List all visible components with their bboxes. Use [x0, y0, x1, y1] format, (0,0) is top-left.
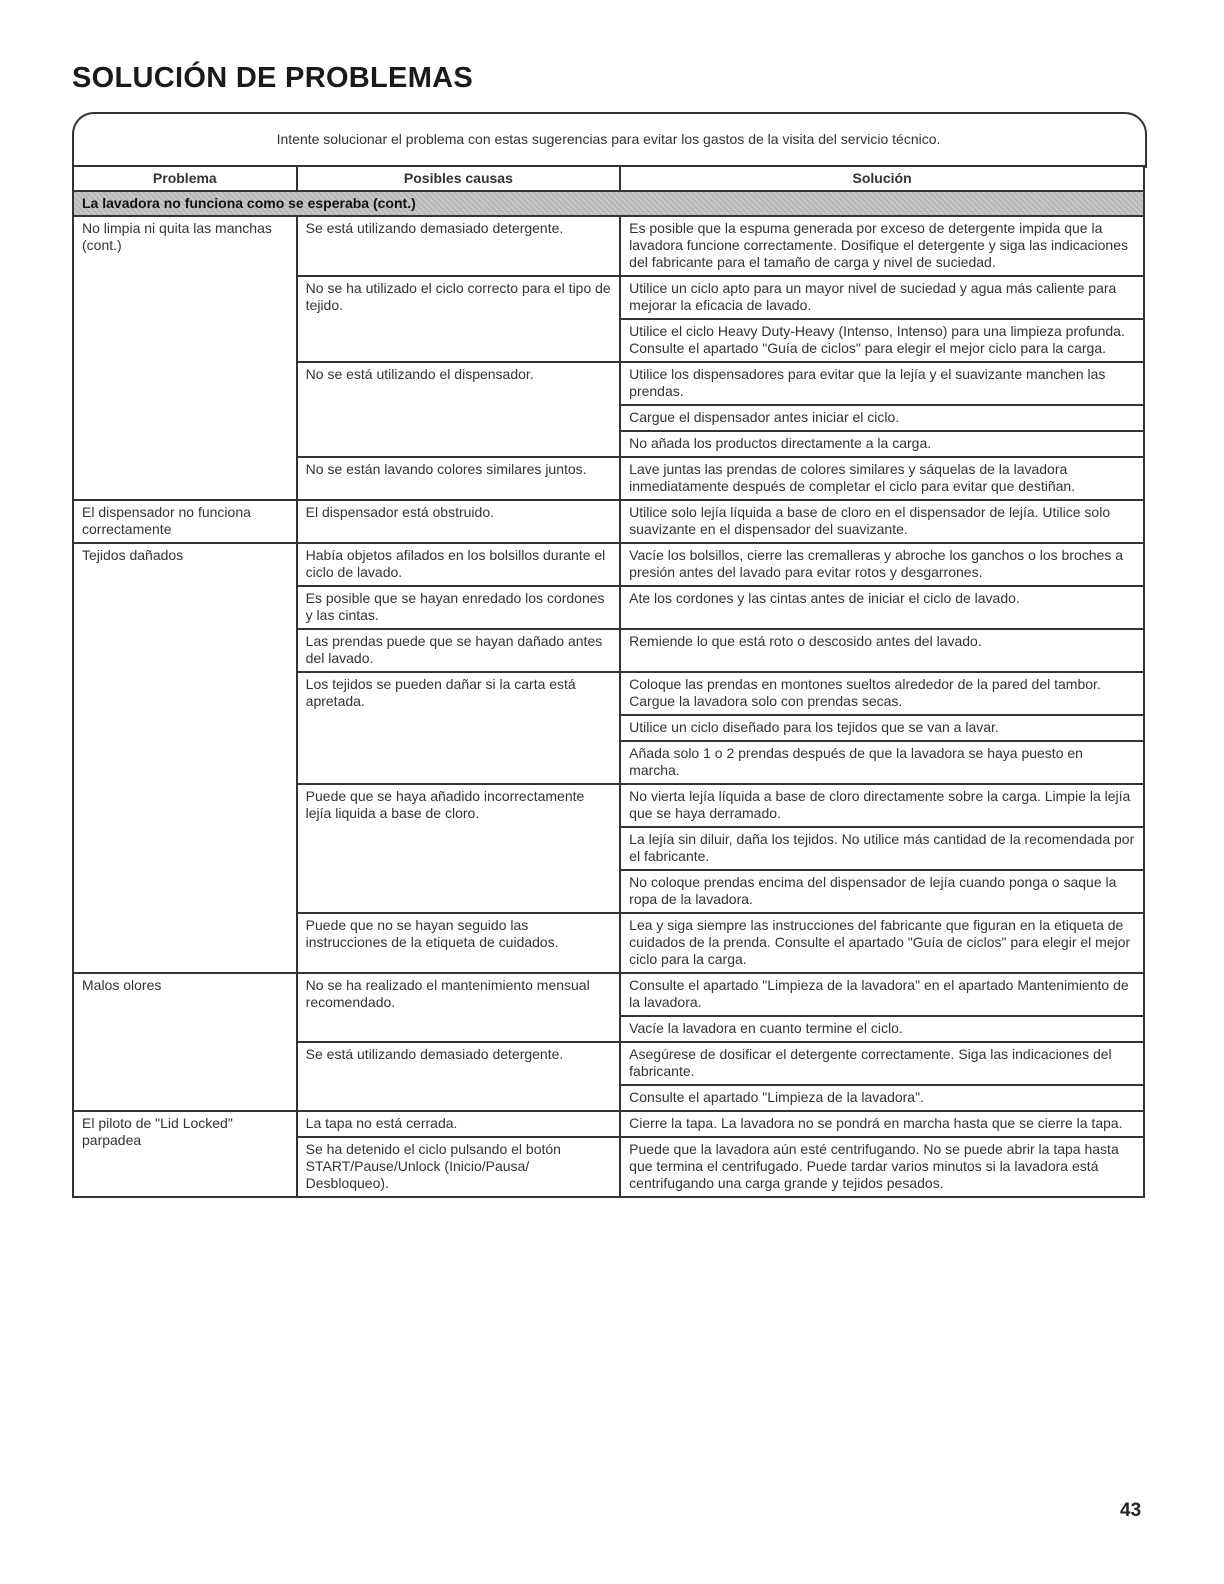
problem-cell: El piloto de "Lid Locked" parpadea — [73, 1111, 297, 1197]
solution-cell: Consulte el apartado "Limpieza de la lavadora" en el apartado Mantenimiento de la lavadora. — [620, 973, 1144, 1016]
header-row — [73, 166, 1144, 191]
cause-cell: No se están lavando colores similares juntos. — [297, 457, 621, 500]
table-row — [73, 543, 1144, 586]
problem-cell: Malos olores — [73, 973, 297, 1111]
solution-cell: Es posible que la espuma generada por exceso de detergente impida que la lavadora funcione correctamente. Dosifique el detergente y siga las indicaciones del fabricante para el tamaño de carga y nivel de suciedad. — [620, 216, 1144, 276]
cause-cell: Puede que se haya añadido incorrectamente lejía liquida a base de cloro. — [297, 784, 621, 913]
page-number: 43 — [1120, 1500, 1142, 1521]
header-problem: Problema — [73, 166, 297, 191]
solution-cell: Vacíe los bolsillos, cierre las cremalleras y abroche los ganchos o los broches a presión antes del lavado para evitar rotos y desgarrones. — [620, 543, 1144, 586]
section-heading: La lavadora no funciona como se esperaba (cont.) — [73, 191, 1144, 216]
solution-cell: No añada los productos directamente a la carga. — [620, 431, 1144, 457]
header-causes: Posibles causas — [297, 166, 621, 191]
solution-cell: Utilice solo lejía líquida a base de cloro en el dispensador de lejía. Utilice solo suavizante en el dispensador del suavizante. — [620, 500, 1144, 543]
solution-cell: Lave juntas las prendas de colores similares y sáquelas de la lavadora inmediatamente después de completar el ciclo para evitar que destiñan. — [620, 457, 1144, 500]
solution-cell: Lea y siga siempre las instrucciones del fabricante que figuran en la etiqueta de cuidados de la prenda. Consulte el apartado "Guía de ciclos" para elegir el mejor ciclo para la carga. — [620, 913, 1144, 973]
problem-cell: Tejidos dañados — [73, 543, 297, 973]
solution-cell: Utilice un ciclo apto para un mayor nivel de suciedad y agua más caliente para mejorar la eficacia de lavado. — [620, 276, 1144, 319]
table-row — [73, 973, 1144, 1016]
solution-cell: No coloque prendas encima del dispensador de lejía cuando ponga o saque la ropa de la lavadora. — [620, 870, 1144, 913]
section-row — [73, 191, 1144, 216]
cause-cell: No se está utilizando el dispensador. — [297, 362, 621, 457]
cause-cell: Las prendas puede que se hayan dañado antes del lavado. — [297, 629, 621, 672]
solution-cell: Utilice un ciclo diseñado para los tejidos que se van a lavar. — [620, 715, 1144, 741]
solution-cell: Coloque las prendas en montones sueltos alrededor de la pared del tambor. Cargue la lavadora solo con prendas secas. — [620, 672, 1144, 715]
solution-cell: Añada solo 1 o 2 prendas después de que la lavadora se haya puesto en marcha. — [620, 741, 1144, 784]
solution-cell: No vierta lejía líquida a base de cloro directamente sobre la carga. Limpie la lejía que se haya derramado. — [620, 784, 1144, 827]
solution-cell: Utilice el ciclo Heavy Duty-Heavy (Intenso, Intenso) para una limpieza profunda. Consulte el apartado "Guía de ciclos" para elegir el mejor ciclo para la carga. — [620, 319, 1144, 362]
cause-cell: Se está utilizando demasiado detergente. — [297, 216, 621, 276]
cause-cell: No se ha utilizado el ciclo correcto para el tipo de tejido. — [297, 276, 621, 362]
problem-cell: No limpia ni quita las manchas (cont.) — [73, 216, 297, 500]
cause-cell: El dispensador está obstruido. — [297, 500, 621, 543]
table-row — [73, 1111, 1144, 1137]
problem-cell: El dispensador no funciona correctamente — [73, 500, 297, 543]
cause-cell: Es posible que se hayan enredado los cordones y las cintas. — [297, 586, 621, 629]
table-row — [73, 216, 1144, 276]
solution-cell: Vacíe la lavadora en cuanto termine el ciclo. — [620, 1016, 1144, 1042]
intro-text: Intente solucionar el problema con estas sugerencias para evitar los gastos de la visita del servicio técnico. — [276, 131, 941, 147]
solution-cell: Cierre la tapa. La lavadora no se pondrá en marcha hasta que se cierre la tapa. — [620, 1111, 1144, 1137]
cause-cell: No se ha realizado el mantenimiento mensual recomendado. — [297, 973, 621, 1042]
cause-cell: La tapa no está cerrada. — [297, 1111, 621, 1137]
cause-cell: Los tejidos se pueden dañar si la carta está apretada. — [297, 672, 621, 784]
table-row — [73, 500, 1144, 543]
header-solution: Solución — [620, 166, 1144, 191]
cause-cell: Había objetos afilados en los bolsillos durante el ciclo de lavado. — [297, 543, 621, 586]
page-title: SOLUCIÓN DE PROBLEMAS — [72, 62, 474, 94]
solution-cell: Remiende lo que está roto o descosido antes del lavado. — [620, 629, 1144, 672]
solution-cell: Ate los cordones y las cintas antes de iniciar el ciclo de lavado. — [620, 586, 1144, 629]
cause-cell: Se está utilizando demasiado detergente. — [297, 1042, 621, 1111]
solution-cell: Asegúrese de dosificar el detergente correctamente. Siga las indicaciones del fabricante. — [620, 1042, 1144, 1085]
solution-cell: Utilice los dispensadores para evitar que la lejía y el suavizante manchen las prendas. — [620, 362, 1144, 405]
cause-cell: Puede que no se hayan seguido las instrucciones de la etiqueta de cuidados. — [297, 913, 621, 973]
solution-cell: Puede que la lavadora aún esté centrifugando. No se puede abrir la tapa hasta que termina el centrifugado. Puede tardar varios minutos si la lavadora está centrifugando una carga grande y tejidos pesados. — [620, 1137, 1144, 1197]
troubleshooting-table — [72, 165, 1145, 1198]
solution-cell: Consulte el apartado "Limpieza de la lavadora". — [620, 1085, 1144, 1111]
cause-cell: Se ha detenido el ciclo pulsando el botón START/Pause/Unlock (Inicio/Pausa/ Desbloqueo). — [297, 1137, 621, 1197]
solution-cell: La lejía sin diluir, daña los tejidos. No utilice más cantidad de la recomendada por el fabricante. — [620, 827, 1144, 870]
solution-cell: Cargue el dispensador antes iniciar el ciclo. — [620, 405, 1144, 431]
